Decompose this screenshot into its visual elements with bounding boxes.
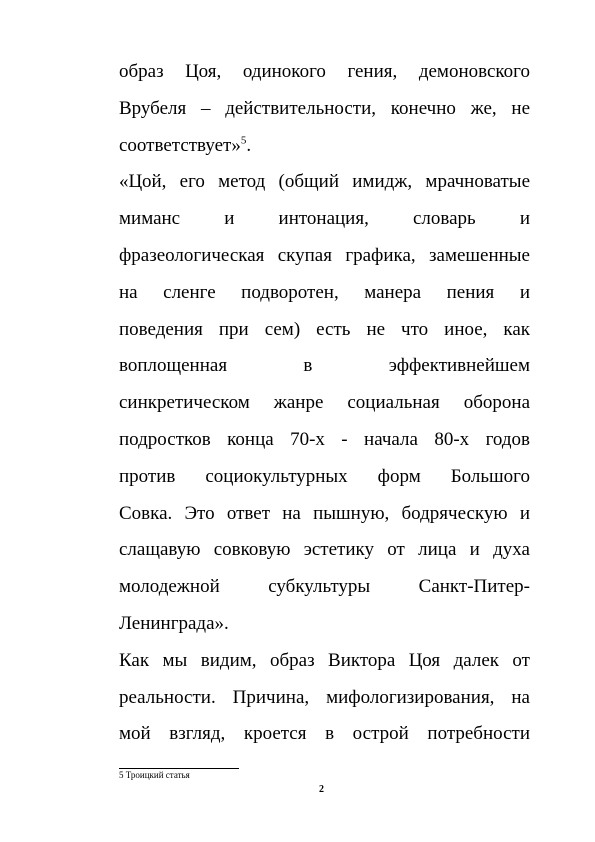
sentence-end: . <box>246 134 252 156</box>
footnote-reference[interactable]: 5 <box>240 134 247 147</box>
page-number: 2 <box>319 784 324 795</box>
text-line-content: соответствует» <box>119 134 241 156</box>
text-line: воплощенная в эффективнейшем <box>119 355 530 377</box>
text-line: слащавую совковую эстетику от лица и духа <box>119 539 530 561</box>
body-text <box>119 54 530 753</box>
text-line: молодежной субкультуры Санкт-Питер- <box>119 576 530 598</box>
text-line: Ленинграда». <box>119 612 229 634</box>
text-line: мой взгляд, кроется в острой потребности <box>119 723 530 745</box>
footnote-separator <box>119 768 239 769</box>
text-line: синкретическом жанре социальная оборона <box>119 392 530 414</box>
text-line: миманс и интонация, словарь и <box>119 208 530 230</box>
text-line: Совка. Это ответ на пышную, бодряческую и <box>119 502 530 524</box>
text-line <box>119 128 530 165</box>
text-line: Врубеля – действительности, конечно же, не <box>119 97 530 119</box>
paragraph-1 <box>119 54 530 164</box>
text-line: против социокультурных форм Большого <box>119 465 530 487</box>
text-line: образ Цоя, одинокого гения, демоновского <box>119 61 530 82</box>
text-line: подростков конца 70-х - начала 80-х годов <box>119 428 530 450</box>
text-line: Как мы видим, образ Виктора Цоя далек от <box>119 649 530 671</box>
footnote: 5 Троицкий статья <box>119 770 190 780</box>
text-line: на сленге подворотен, манера пения и <box>119 281 530 303</box>
paragraph-2 <box>119 164 530 642</box>
text-line: поведения при сем) есть не что иное, как <box>119 318 530 340</box>
text-line: фразеологическая скупая графика, замешенные <box>119 244 530 266</box>
text-line: реальности. Причина, мифологизирования, на <box>119 686 530 708</box>
text-line: «Цой, его метод (общий имидж, мрачноватые <box>119 171 530 193</box>
paragraph-3 <box>119 643 530 753</box>
